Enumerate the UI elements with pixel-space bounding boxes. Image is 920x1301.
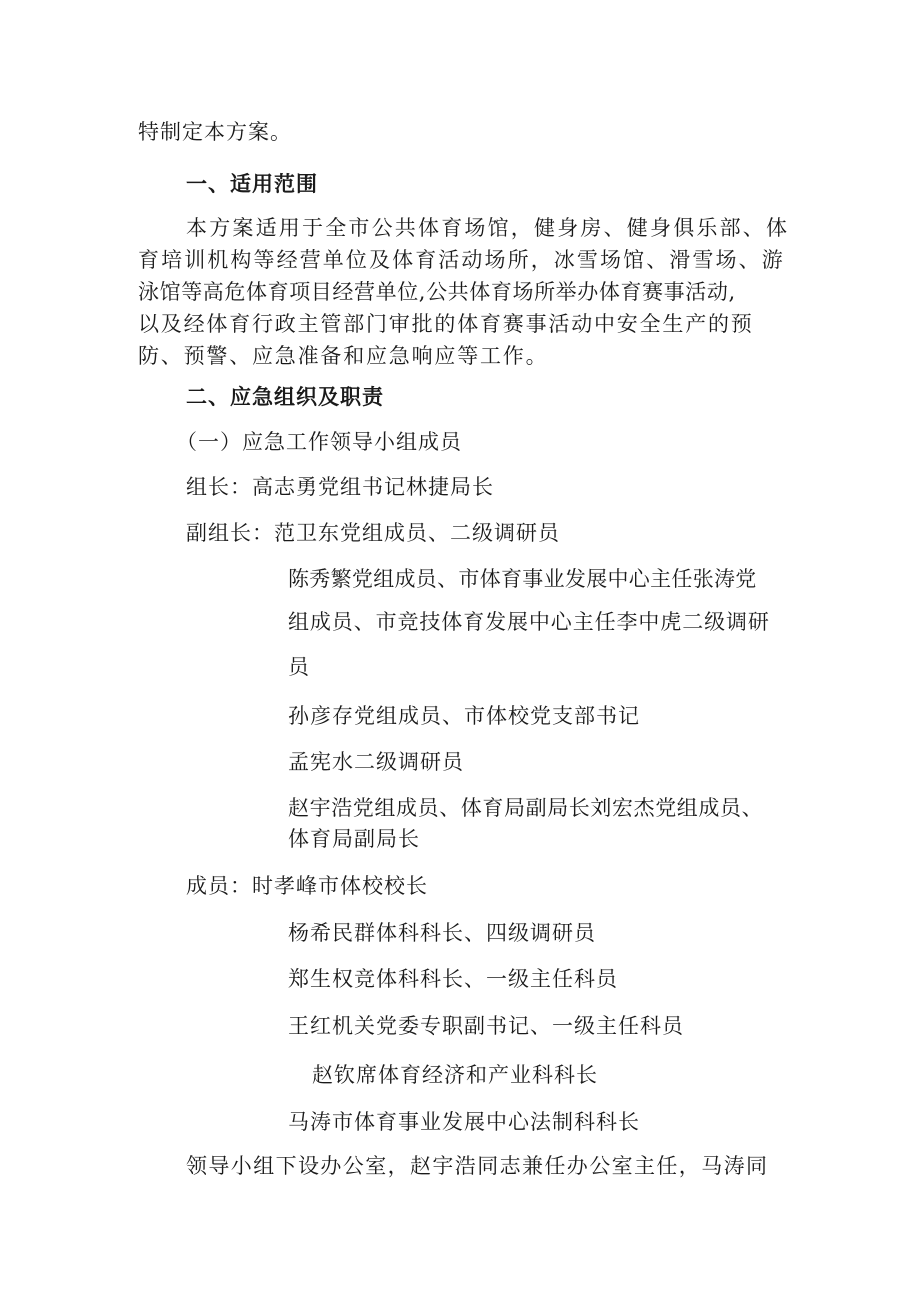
section1-paragraph-line-4: 以及经体育行政主管部门审批的体育赛事活动中安全生产的预 <box>138 312 754 336</box>
member-line: 杨希民群体科科长、四级调研员 <box>288 921 596 945</box>
deputy-line: 孙彦存党组成员、市体校党支部书记 <box>288 704 640 728</box>
deputy-line: 孟宪水二级调研员 <box>288 750 464 774</box>
deputy-line: 员 <box>288 655 310 679</box>
deputy-line: 赵宇浩党组成员、体育局副局长刘宏杰党组成员、 <box>288 796 764 820</box>
leader-line: 组长：高志勇党组书记林捷局长 <box>186 475 494 499</box>
deputy-label-line: 副组长：范卫东党组成员、二级调研员 <box>186 521 560 545</box>
deputy-line: 体育局副局长 <box>288 827 420 851</box>
section1-paragraph-line-1: 本方案适用于全市公共体育场馆，健身房、健身俱乐部、体 <box>186 216 790 240</box>
office-line: 领导小组下设办公室，赵宇浩同志兼任办公室主任，马涛同 <box>186 1154 769 1178</box>
members-label-line: 成员：时孝峰市体校校长 <box>186 874 428 898</box>
member-line: 王红机关党委专职副书记、一级主任科员 <box>288 1014 684 1038</box>
member-line: 赵钦席体育经济和产业科科长 <box>312 1063 598 1087</box>
deputy-line: 组成员、市竞技体育发展中心主任李中虎二级调研 <box>288 610 770 634</box>
section1-paragraph-line-5: 防、预警、应急准备和应急响应等工作。 <box>138 344 549 368</box>
section2-heading: 二、应急组织及职责 <box>186 385 384 409</box>
section1-paragraph-line-3: 泳馆等高危体育项目经营单位,公共体育场所举办体育赛事活动, <box>138 280 736 304</box>
deputy-line: 陈秀繁党组成员、市体育事业发展中心主任张涛党 <box>288 567 757 591</box>
member-line: 郑生权竞体科科长、一级主任科员 <box>288 967 618 991</box>
member-line: 马涛市体育事业发展中心法制科科长 <box>288 1110 640 1134</box>
intro-tail-text: 特制定本方案。 <box>138 120 292 144</box>
section1-heading: 一、适用范围 <box>186 172 318 196</box>
section1-paragraph-line-2: 育培训机构等经营单位及体育活动场所，冰雪场馆、滑雪场、游 <box>138 248 785 272</box>
section2-sub-heading: （一）应急工作领导小组成员 <box>176 430 462 454</box>
